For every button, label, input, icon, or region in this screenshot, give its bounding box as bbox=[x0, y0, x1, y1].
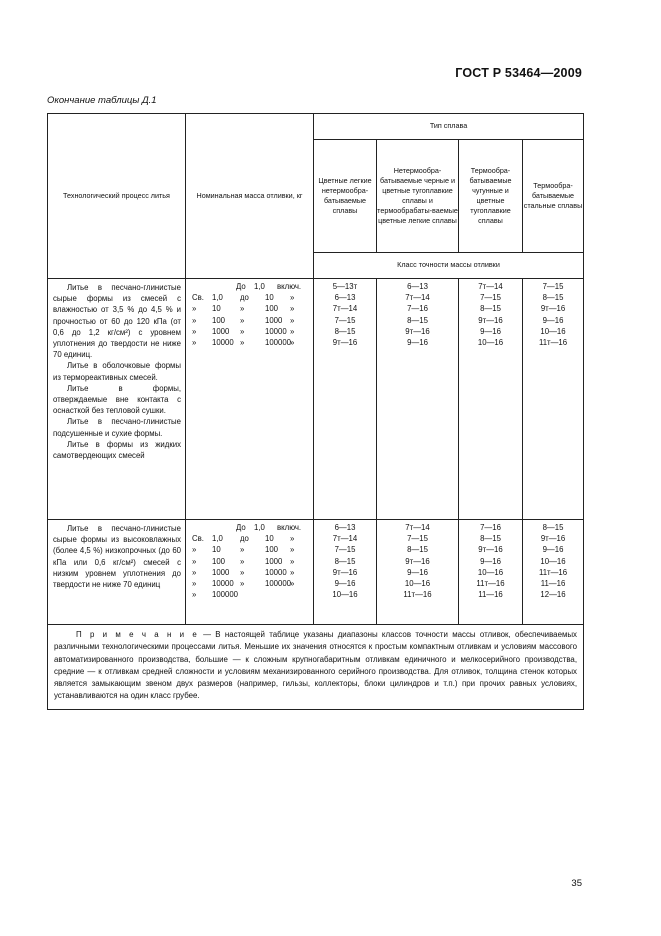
mass-part: » bbox=[290, 545, 295, 555]
mass-part: » bbox=[240, 578, 245, 588]
class-value: 11т—16 bbox=[476, 578, 505, 588]
mass-part: » bbox=[240, 304, 245, 314]
table-caption: Окончание таблицы Д.1 bbox=[47, 95, 157, 106]
mass-range bbox=[186, 292, 313, 303]
class-values-1 bbox=[314, 279, 377, 520]
mass-part: » bbox=[192, 315, 197, 325]
mass-part: » bbox=[290, 293, 295, 303]
class-value: 7т—14 bbox=[332, 304, 358, 314]
mass-part: » bbox=[240, 315, 245, 325]
mass-part: » bbox=[240, 337, 245, 347]
process-paragraph: Литье в оболочковые формы из термореактивных смесей. bbox=[53, 361, 181, 382]
class-values-1 bbox=[314, 520, 377, 625]
mass-part: 100 bbox=[265, 545, 279, 555]
class-value: 5—13т bbox=[332, 282, 358, 291]
class-value: 8—15 bbox=[542, 293, 564, 303]
class-value: 6—13 bbox=[407, 282, 428, 291]
class-value: 8—15 bbox=[480, 304, 501, 314]
table-row bbox=[48, 279, 584, 520]
mass-range bbox=[186, 281, 313, 292]
mass-range bbox=[186, 567, 313, 578]
class-value: 10—16 bbox=[332, 590, 358, 600]
mass-part: 1,0 bbox=[254, 282, 265, 291]
mass-part: 10 bbox=[212, 304, 221, 314]
mass-part: 10 bbox=[265, 534, 274, 544]
class-value: 9—16 bbox=[542, 315, 564, 325]
mass-part: 100000 bbox=[212, 590, 239, 600]
mass-part: » bbox=[290, 326, 295, 336]
class-value: 10—16 bbox=[477, 337, 504, 347]
mass-part: » bbox=[240, 545, 245, 555]
mass-part: » bbox=[290, 556, 295, 566]
class-values-3 bbox=[459, 520, 523, 625]
mass-part: » bbox=[290, 578, 295, 588]
standard-number: ГОСТ Р 53464—2009 bbox=[455, 66, 582, 80]
mass-part: включ. bbox=[277, 282, 302, 291]
class-value: 11т—16 bbox=[538, 567, 568, 577]
mass-part: до bbox=[240, 293, 249, 303]
mass-part: 100000 bbox=[265, 337, 292, 347]
class-value: 11—16 bbox=[540, 578, 566, 588]
mass-part: » bbox=[192, 567, 197, 577]
class-value: 11т—16 bbox=[403, 590, 432, 600]
mass-part: До bbox=[236, 523, 246, 532]
class-value: 8—15 bbox=[407, 545, 428, 555]
class-value: 9т—16 bbox=[405, 556, 430, 566]
class-value: 11—16 bbox=[478, 590, 503, 600]
mass-part: » bbox=[192, 578, 197, 588]
class-value: 9т—16 bbox=[478, 315, 503, 325]
mass-part: До bbox=[236, 282, 246, 291]
mass-part: 10000 bbox=[265, 567, 287, 577]
mass-part: Св. bbox=[192, 534, 204, 544]
mass-part: Св. bbox=[192, 293, 204, 303]
class-value: 7т—14 bbox=[478, 282, 503, 291]
mass-part: » bbox=[192, 590, 197, 600]
mass-part: 100000 bbox=[265, 578, 292, 588]
mass-part: » bbox=[290, 567, 295, 577]
class-values-3 bbox=[459, 279, 523, 520]
mass-part: 1000 bbox=[212, 326, 230, 336]
header-process: Технологический процесс литья bbox=[48, 114, 186, 279]
class-value: 7—15 bbox=[334, 315, 356, 325]
mass-part: » bbox=[240, 567, 245, 577]
mass-part: 10 bbox=[212, 545, 221, 555]
class-value: 10—16 bbox=[540, 556, 566, 566]
class-values-4 bbox=[523, 520, 584, 625]
table-note: П р и м е ч а н и е — В настоящей таблице указаны диапазоны классов точности массы отливок, обеспечиваемых различными технологическими процессами литья. Меньшие их значения относятся к простым компактным отливкам и условиям массового автоматизированного производства, большие — к сложным крупногабаритным отливкам единичного и мелкосерийного производства, средние — к отливкам средней сложности и условиям механизированного серийного производства. Для отливок, толщина стенок которых является замыкающим звеном двух размеров (например, гильзы, коллекторы, блоки цилиндров и т.п.) при прочих равных условиях, устанавливаются на один класс грубее. bbox=[48, 625, 584, 710]
class-value: 9—16 bbox=[334, 578, 356, 588]
header-alloy-type: Тип сплава bbox=[314, 114, 584, 140]
class-values-2 bbox=[377, 279, 459, 520]
mass-part: » bbox=[240, 556, 245, 566]
mass-part: » bbox=[240, 326, 245, 336]
mass-part: 10 bbox=[265, 293, 274, 303]
mass-range bbox=[186, 315, 313, 326]
process-paragraph: Литье в формы из жидких самотвердеющих смесей bbox=[53, 439, 181, 461]
mass-cell bbox=[186, 279, 314, 520]
accuracy-table bbox=[47, 113, 584, 710]
process-paragraph: Литье в песчано-глинистые сырые формы из высоковлажных (более 4,5 %) низкопрочных (до 60 кПа или 0,6 кг/см²) смесей с низким уровнем уплотнения до твердости не ниже 70 единиц bbox=[53, 524, 181, 590]
mass-part: 1000 bbox=[212, 567, 230, 577]
class-value: 9—16 bbox=[407, 337, 428, 347]
header-class: Класс точности массы отливки bbox=[314, 253, 584, 279]
mass-part: 10000 bbox=[265, 326, 287, 336]
class-value: 8—15 bbox=[542, 523, 564, 532]
mass-part: 1000 bbox=[265, 556, 283, 566]
class-value: 8—15 bbox=[480, 534, 501, 544]
table-row bbox=[48, 520, 584, 625]
mass-part: » bbox=[192, 337, 197, 347]
class-value: 7т—14 bbox=[332, 534, 358, 544]
mass-part: » bbox=[290, 304, 295, 314]
mass-part: 100 bbox=[265, 304, 279, 314]
class-value: 6—13 bbox=[334, 523, 356, 532]
process-cell bbox=[48, 520, 186, 625]
mass-range bbox=[186, 544, 313, 555]
mass-part: » bbox=[192, 545, 197, 555]
class-value: 8—15 bbox=[334, 326, 356, 336]
class-value: 7—16 bbox=[480, 523, 501, 532]
class-value: 6—13 bbox=[334, 293, 356, 303]
mass-part: » bbox=[290, 315, 295, 325]
mass-cell bbox=[186, 520, 314, 625]
class-values-4 bbox=[523, 279, 584, 520]
process-paragraph: Литье в формы, отверждаемые вне контакта с оснасткой без тепловой сушки. bbox=[53, 383, 181, 416]
mass-part: 1,0 bbox=[254, 523, 265, 532]
header-alloy-1: Цветные легкие нетермообра-батываемые сплавы bbox=[314, 140, 377, 253]
class-value: 10—16 bbox=[540, 326, 566, 336]
class-value: 9—16 bbox=[542, 545, 564, 555]
class-value: 8—15 bbox=[407, 315, 428, 325]
process-cell bbox=[48, 279, 186, 520]
class-value: 9—16 bbox=[407, 567, 428, 577]
class-value: 9т—16 bbox=[540, 534, 566, 544]
class-value: 9т—16 bbox=[332, 567, 358, 577]
class-value: 7—15 bbox=[542, 282, 564, 291]
mass-range bbox=[186, 556, 313, 567]
mass-part: » bbox=[290, 534, 295, 544]
class-value: 7—16 bbox=[407, 304, 428, 314]
class-value: 9—16 bbox=[480, 556, 501, 566]
header-alloy-4: Термообра-батываемые стальные сплавы bbox=[523, 140, 584, 253]
class-values-2 bbox=[377, 520, 459, 625]
header-alloy-2: Нетермообра-батываемые черные и цветные тугоплавкие сплавы и термообрабаты-ваемые цветные легкие сплавы bbox=[377, 140, 459, 253]
mass-range bbox=[186, 303, 313, 314]
mass-range bbox=[186, 578, 313, 589]
mass-range bbox=[186, 533, 313, 544]
mass-part: » bbox=[192, 304, 197, 314]
class-value: 11т—16 bbox=[538, 337, 568, 347]
mass-part: включ. bbox=[277, 523, 302, 532]
class-value: 7—15 bbox=[334, 545, 356, 555]
class-value: 9т—16 bbox=[478, 545, 503, 555]
header-mass: Номинальная масса отливки, кг bbox=[186, 114, 314, 279]
mass-part: 10000 bbox=[212, 337, 234, 347]
class-value: 10—16 bbox=[404, 578, 431, 588]
class-value: 7—15 bbox=[407, 534, 428, 544]
class-value: 9—16 bbox=[480, 326, 501, 336]
process-paragraph: Литье в песчано-глинистые подсушенные и сухие формы. bbox=[53, 417, 181, 438]
mass-range bbox=[186, 337, 313, 348]
process-paragraph: Литье в песчано-глинистые сырые формы из смесей с влажностью от 3,5 % до 4,5 % и прочностью от 60 до 120 кПа (от 0,6 до 1,2 кг/см²) с уровнем уплотнения до твердости не ниже 70 единиц. bbox=[53, 283, 181, 360]
class-value: 9т—16 bbox=[540, 304, 566, 314]
mass-range bbox=[186, 522, 313, 533]
mass-part: 1,0 bbox=[212, 534, 223, 544]
class-value: 7т—14 bbox=[405, 523, 430, 532]
header-alloy-3: Термообра-батываемые чугунные и цветные тугоплавкие сплавы bbox=[459, 140, 523, 253]
class-value: 8—15 bbox=[334, 556, 356, 566]
class-value: 10—16 bbox=[477, 567, 504, 577]
class-value: 7—15 bbox=[480, 293, 501, 303]
mass-part: » bbox=[192, 556, 197, 566]
mass-part: 10000 bbox=[212, 578, 234, 588]
mass-part: » bbox=[290, 337, 295, 347]
mass-range bbox=[186, 326, 313, 337]
class-value: 7т—14 bbox=[405, 293, 430, 303]
mass-part: 100 bbox=[212, 556, 226, 566]
class-value: 9т—16 bbox=[332, 337, 358, 347]
class-value: 12—16 bbox=[540, 590, 566, 600]
mass-part: 1,0 bbox=[212, 293, 223, 303]
mass-part: » bbox=[192, 326, 197, 336]
mass-part: до bbox=[240, 534, 249, 544]
class-value: 9т—16 bbox=[405, 326, 430, 336]
page-number: 35 bbox=[571, 878, 582, 889]
mass-part: 100 bbox=[212, 315, 226, 325]
mass-range bbox=[186, 589, 313, 600]
mass-part: 1000 bbox=[265, 315, 283, 325]
